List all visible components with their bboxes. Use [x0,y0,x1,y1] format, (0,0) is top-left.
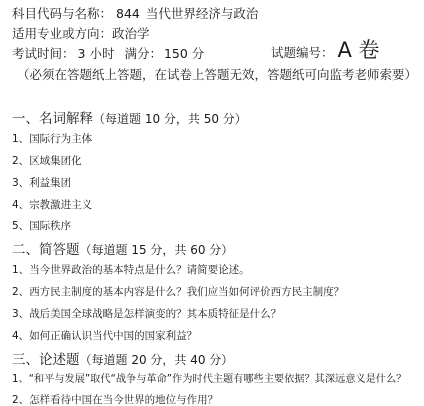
item-text: 如何正确认识当代中国的国家利益？ [29,330,198,342]
item-number: 1、 [12,264,30,276]
item-text: 当今世界政治的基本特点是什么？请简要论述。 [29,264,250,276]
item-text: 西方民主制度的基本内容是什么？我们应当如何评价西方民主制度？ [29,286,345,298]
duration-value: 3 小时 [77,46,115,61]
item-text: 怎样看待中国在当今世界的地位与作用？ [29,394,219,406]
subject-code-label: 科目代码与名称： [12,6,113,21]
score-value: 150 分 [163,46,205,61]
item-number: 5、 [12,220,30,232]
section-heading: 三、论述题 [12,352,80,368]
subject-code-number: 844 [116,6,140,21]
section-points: （每道题 20 分，共 40 分） [79,353,234,367]
section-heading: 二、简答题 [12,242,80,258]
list-item [12,331,197,342]
item-text: 国际秩序 [29,220,72,232]
list-item [12,178,71,189]
section-title [12,110,247,127]
item-text: “和平与发展”取代“战争与革命”作为时代主题有哪些主要依据？其深远意义是什么？ [28,374,407,385]
list-item [12,309,281,320]
item-number: 1、 [12,133,30,145]
item-number: 3、 [12,308,30,320]
item-number: 4、 [12,199,30,211]
list-item [12,395,218,406]
item-text: 宗教激进主义 [29,199,93,211]
section-heading: 一、名词解释 [12,111,93,127]
list-item [12,265,250,276]
section-points: （每道题 15 分，共 60 分） [79,243,234,257]
item-text: 区域集团化 [29,155,82,167]
subject-title: 当代世界经济与政治 [145,6,259,21]
list-item [12,375,406,385]
list-item [12,156,82,167]
duration-label: 考试时间： [12,46,75,61]
list-item [12,221,71,232]
duration-score-line [12,48,204,61]
item-number: 4、 [12,330,30,342]
subject-code-line [12,8,258,21]
item-number: 2、 [12,394,30,406]
exam-code-value: A 卷 [337,38,380,62]
item-number: 2、 [12,155,30,167]
exam-code-line [271,40,380,61]
section-points: （每道题 10 分，共 50 分） [93,112,247,126]
answer-sheet-notice: （必须在答题纸上答题，在试卷上答题无效，答题纸可向监考老师索要） [17,67,418,82]
major-line: 适用专业或方向：政治学 [12,26,150,41]
exam-code-label: 试题编号： [271,45,334,60]
score-label: 满分： [124,46,162,61]
item-number: 3、 [12,177,30,189]
item-text: 国际行为主体 [29,133,93,145]
item-number: 1、 [12,374,29,385]
item-number: 2、 [12,286,30,298]
item-text: 利益集团 [29,177,72,189]
list-item [12,287,344,298]
section-title [12,241,233,258]
section-title [12,351,233,368]
list-item [12,200,92,211]
item-text: 战后美国全球战略是怎样演变的？其本质特征是什么？ [29,308,282,320]
list-item [12,134,92,145]
